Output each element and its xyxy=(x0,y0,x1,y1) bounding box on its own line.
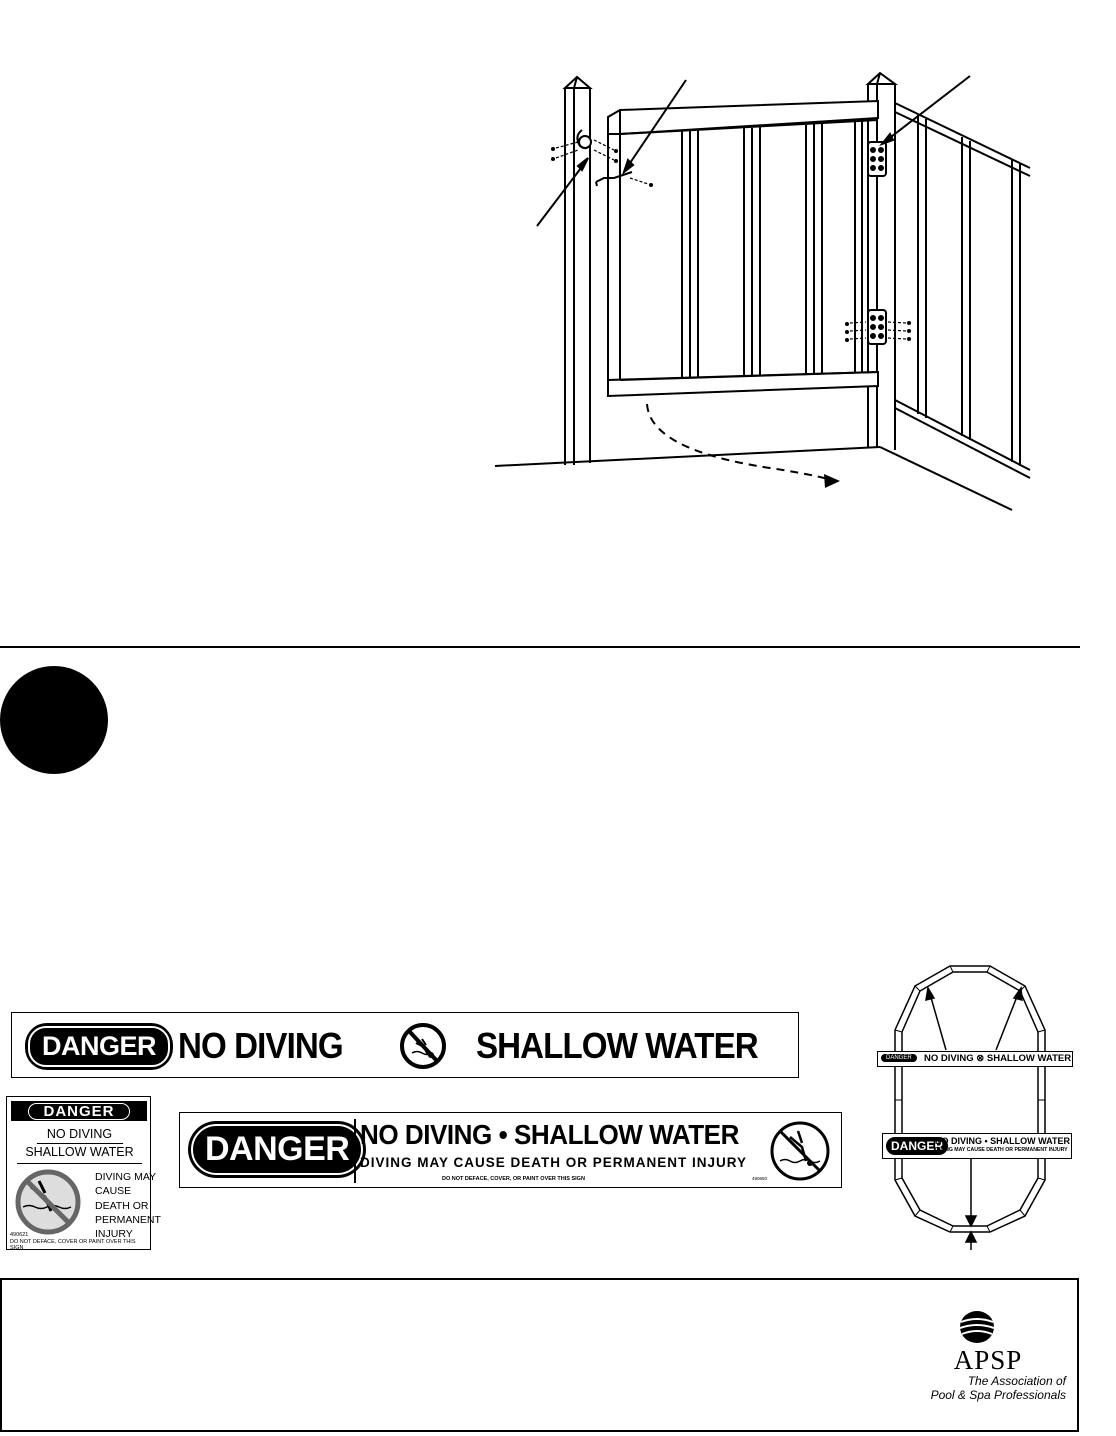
sign-no-diving-wide xyxy=(179,1112,842,1188)
section-divider xyxy=(0,646,1080,648)
sign-right-text: SHALLOW WATER xyxy=(476,1025,758,1066)
section-bullet xyxy=(0,666,108,774)
sign-subline: DIVING MAY CAUSE DEATH OR PERMANENT INJURY xyxy=(360,1155,748,1170)
sign-side-text xyxy=(95,1170,161,1241)
apsp-logo-icon xyxy=(959,1310,995,1344)
danger-label: DANGER xyxy=(25,1023,173,1070)
danger-label: DANGER xyxy=(881,1054,917,1062)
divider xyxy=(37,1143,123,1144)
danger-label: DANGER xyxy=(886,1137,948,1155)
sign-code: 490621 xyxy=(10,1232,29,1238)
divider xyxy=(354,1119,356,1183)
divider xyxy=(17,1163,142,1164)
sign-line-1: NO DIVING xyxy=(46,1127,113,1141)
side-line: INJURY xyxy=(95,1228,133,1241)
sign-footer: DO NOT DEFACE, COVER OR PAINT OVER THIS SIGN xyxy=(10,1239,136,1251)
side-line: CAUSE xyxy=(95,1185,132,1198)
no-diving-icon xyxy=(398,1021,448,1071)
danger-header: DANGER xyxy=(11,1101,147,1121)
sign-footer: DO NOT DEFACE, COVER, OR PAINT OVER THIS SIGN xyxy=(442,1176,585,1182)
pool-sign-line-2: DIVING MAY CAUSE DEATH OR PERMANENT INJURY xyxy=(935,1147,1068,1153)
logo-tagline-2: Pool & Spa Professionals xyxy=(930,1388,1066,1402)
no-diving-icon xyxy=(768,1119,832,1183)
gate-illustration xyxy=(490,70,1040,515)
pool-sign-top xyxy=(877,1051,1073,1067)
pool-sign-placement-diagram xyxy=(876,960,1056,1260)
danger-label: DANGER xyxy=(188,1121,366,1178)
side-line: DIVING MAY xyxy=(95,1171,157,1183)
sign-left-text: NO DIVING xyxy=(178,1025,343,1066)
no-diving-icon xyxy=(13,1167,83,1237)
sign-headline: NO DIVING • SHALLOW WATER xyxy=(360,1119,739,1150)
logo-name: APSP xyxy=(953,1345,1023,1375)
sign-no-diving-small xyxy=(6,1096,161,1251)
sign-line-2: SHALLOW WATER xyxy=(25,1145,134,1159)
logo-tagline-1: The Association of xyxy=(967,1374,1066,1388)
apsp-logo xyxy=(908,1310,1068,1402)
sign-no-diving-large xyxy=(11,1012,799,1078)
side-line: DEATH OR xyxy=(95,1199,149,1212)
pool-sign-bottom xyxy=(882,1133,1072,1159)
sign-code: 490650 xyxy=(752,1176,768,1181)
side-line: PERMANENT xyxy=(95,1213,161,1226)
pool-sign-line-1: NO DIVING • SHALLOW WATER xyxy=(935,1136,1070,1146)
pool-sign-text: NO DIVING ⊗ SHALLOW WATER xyxy=(924,1053,1072,1064)
